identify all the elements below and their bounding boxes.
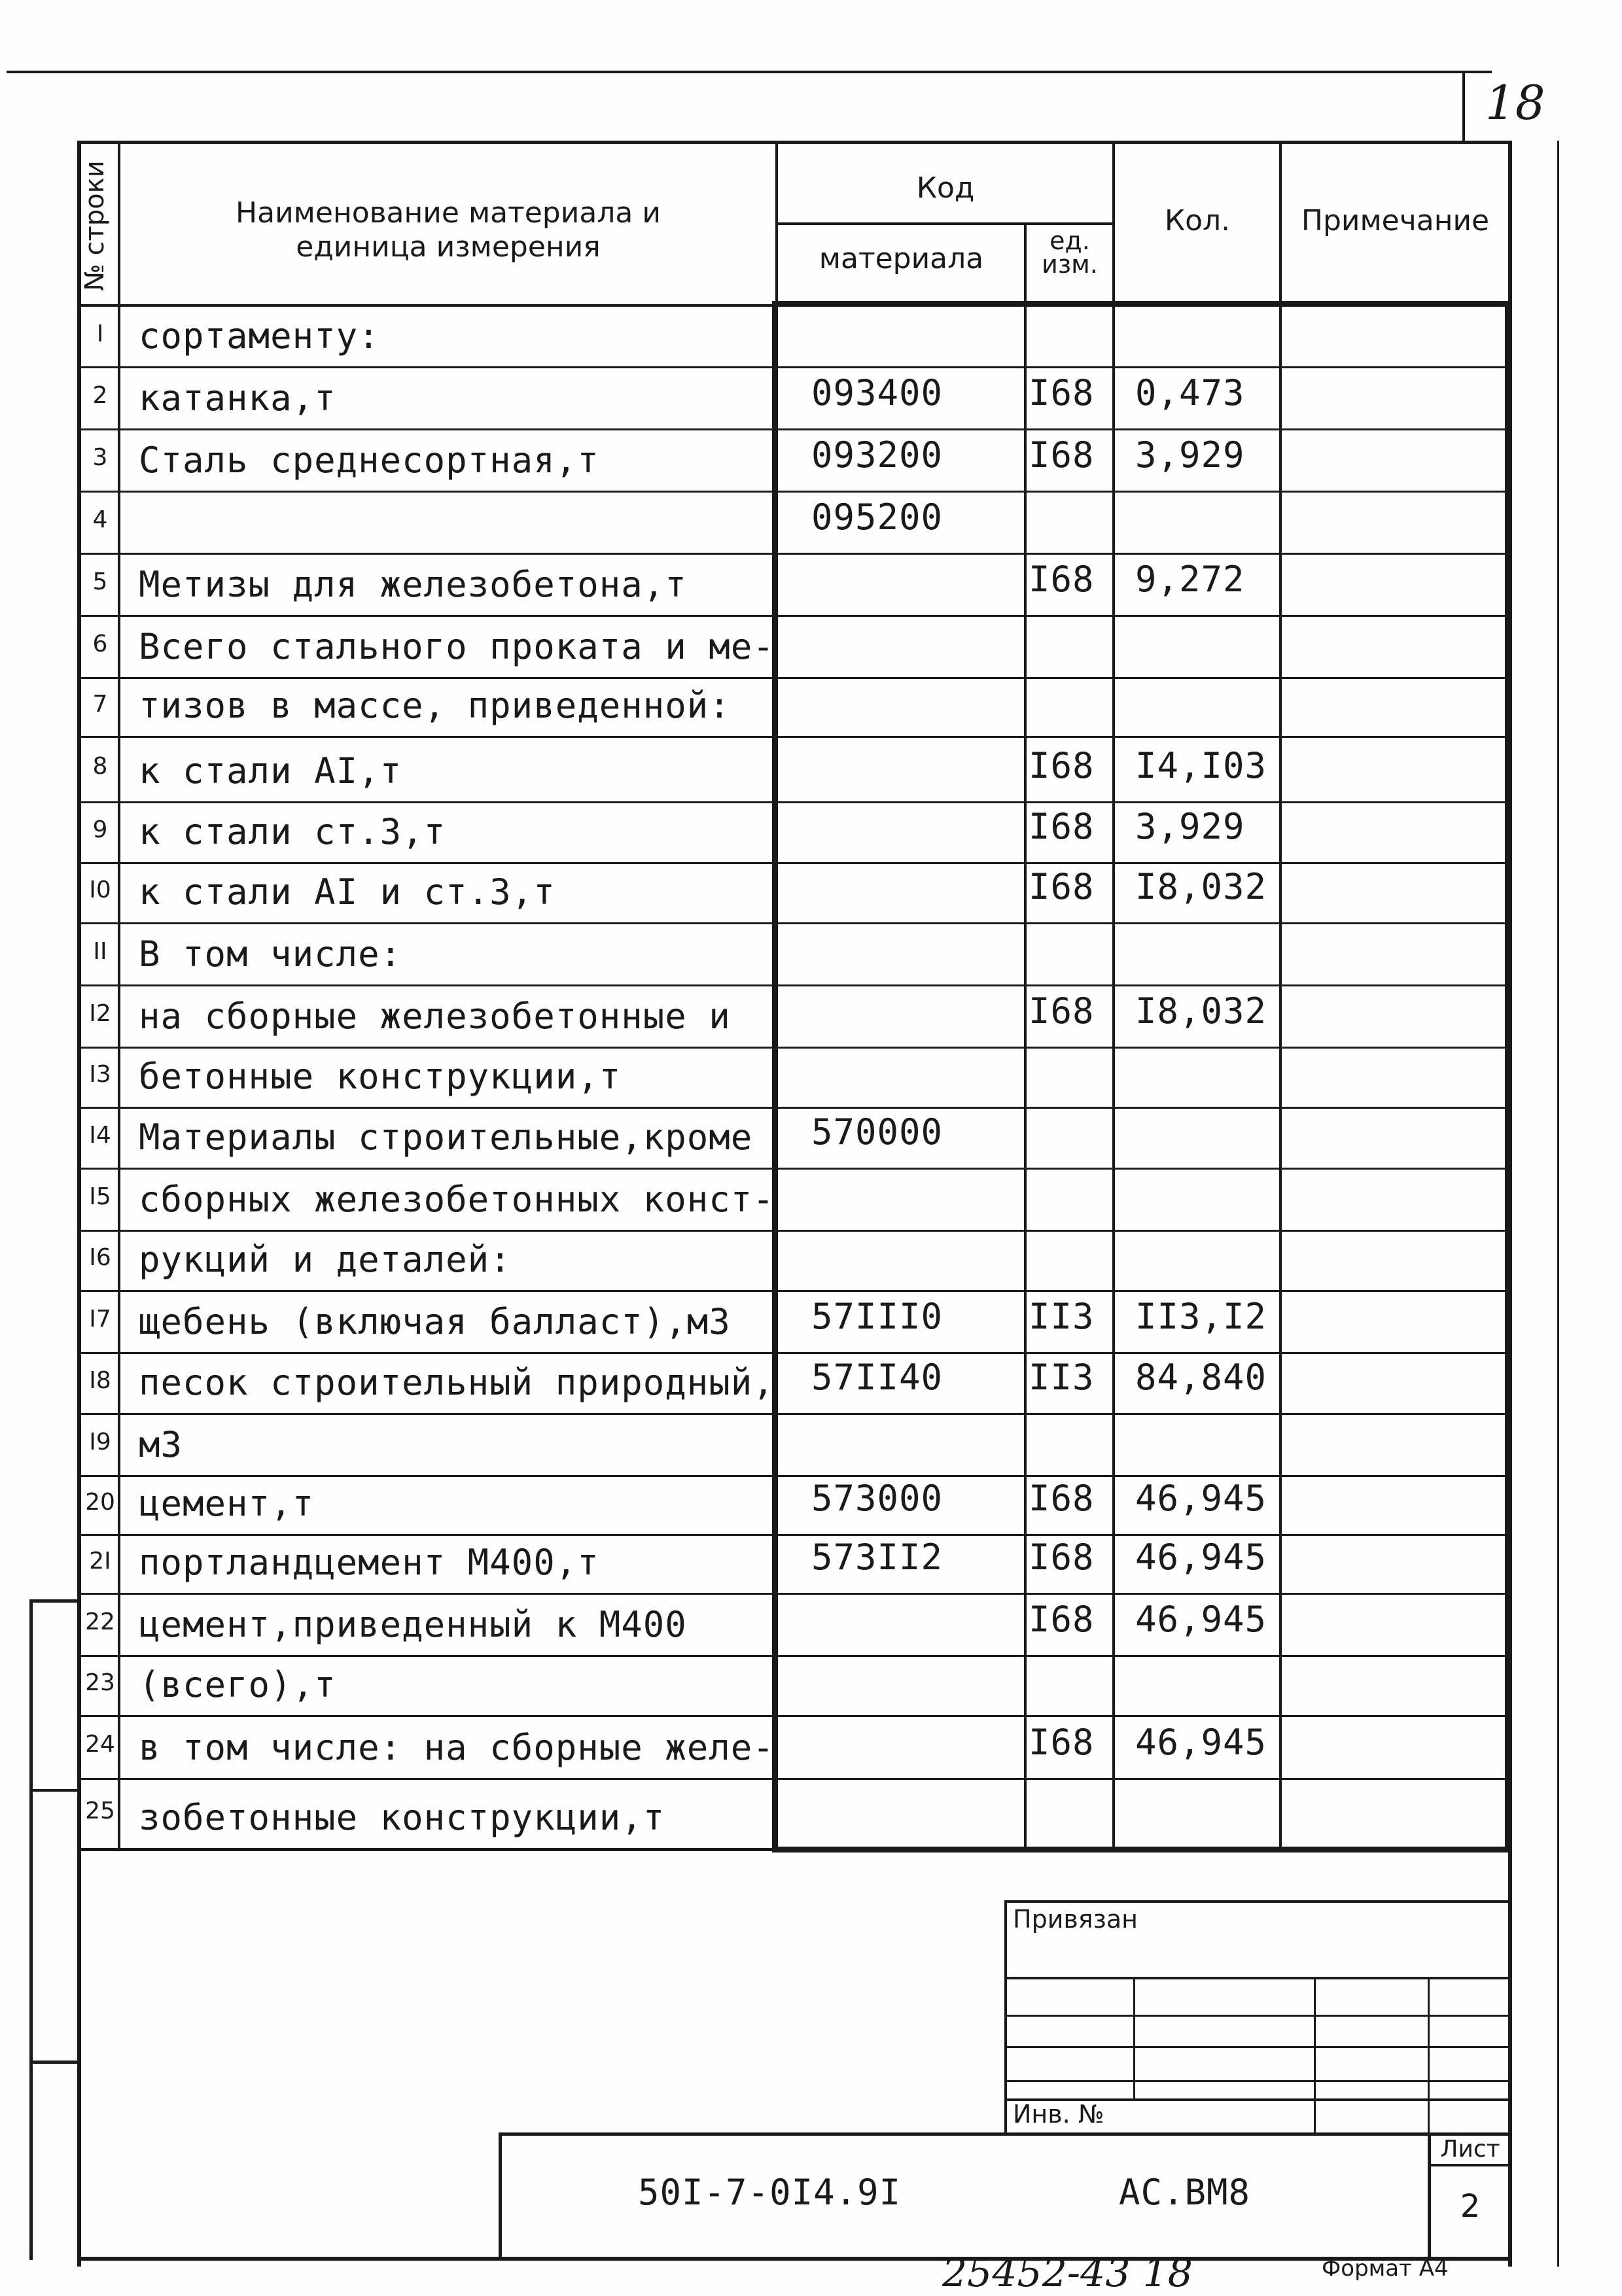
header-unit-line1: ед. [1049, 226, 1090, 255]
row-divider [77, 1290, 1509, 1292]
row-material-code: 093400 [811, 372, 943, 413]
row-material-name: В том числе: [139, 933, 402, 975]
row-number: 3 [92, 444, 108, 471]
row-material-name: цемент,приведенный к М400 [139, 1604, 687, 1645]
row-unit-code: I68 [1029, 990, 1095, 1032]
binding-strip-mid2 [29, 2061, 80, 2064]
row-number: 2 [92, 381, 108, 409]
col-rownum-line [118, 141, 120, 1848]
corner-divider [1462, 71, 1465, 143]
row-number: 20 [85, 1489, 115, 1516]
row-material-code: 570000 [811, 1111, 943, 1153]
row-unit-code: I68 [1029, 372, 1095, 413]
row-divider [77, 1534, 1509, 1536]
row-unit-code: I68 [1029, 1478, 1095, 1519]
row-divider [77, 984, 1509, 986]
row-material-name: рукций и деталей: [139, 1239, 512, 1280]
header-qty: Кол. [1164, 204, 1231, 237]
row-divider [77, 736, 1509, 738]
row-unit-code: I68 [1029, 866, 1095, 907]
row-number: I9 [89, 1428, 111, 1455]
row-number: 2I [89, 1548, 111, 1574]
body-box-left [772, 301, 778, 1852]
col-note-line [1279, 304, 1282, 1848]
row-material-name: портландцемент М400,т [139, 1542, 599, 1583]
header-name-line1: Наименование материала и [236, 196, 661, 230]
row-unit-code: I68 [1029, 745, 1095, 786]
row-material-name: к стали AI и ст.3,т [139, 871, 555, 913]
row-material-name: бетонные конструкции,т [139, 1056, 622, 1097]
row-number: II [93, 937, 107, 965]
frame-top [77, 141, 1510, 144]
titleblock-left [499, 2132, 502, 2260]
sheet-code: АС.ВМ8 [1119, 2172, 1251, 2213]
body-box-right [1505, 301, 1511, 1852]
row-unit-code: I68 [1029, 1722, 1095, 1763]
row-material-name: щебень (включая балласт),м3 [139, 1301, 731, 1342]
row-divider [77, 366, 1509, 368]
row-unit-code: I68 [1029, 559, 1095, 600]
row-material-code: 093200 [811, 434, 943, 476]
header-material: материала [819, 242, 984, 275]
binding-strip-top [29, 1599, 80, 1603]
row-number: 23 [85, 1669, 115, 1696]
row-number: 5 [92, 568, 108, 595]
row-divider [77, 862, 1509, 864]
stamp-inv-no: Инв. № [1013, 2100, 1104, 2129]
row-divider [77, 1107, 1509, 1109]
header-bottom-line [77, 304, 777, 307]
row-material-name: сортаменту: [139, 315, 380, 357]
row-divider [77, 428, 1509, 430]
stamp-line-3 [1004, 2046, 1510, 2048]
row-number: I3 [89, 1061, 111, 1088]
row-material-code: 57II40 [811, 1357, 943, 1398]
row-quantity: 9,272 [1135, 559, 1245, 600]
row-quantity: I8,032 [1135, 990, 1267, 1032]
archive-number: 25452-43 18 [942, 2250, 1193, 2296]
row-material-name: Сталь среднесортная,т [139, 440, 599, 481]
row-quantity: 3,929 [1135, 806, 1245, 847]
header-name-line2: единица измерения [296, 230, 601, 264]
row-quantity: 0,473 [1135, 372, 1245, 413]
row-number: 24 [85, 1731, 115, 1758]
row-divider [77, 1655, 1509, 1657]
row-unit-code: I68 [1029, 1537, 1095, 1578]
row-material-code: 573000 [811, 1478, 943, 1519]
binding-strip-mid1 [29, 1789, 80, 1792]
row-material-code: 573II2 [811, 1537, 943, 1578]
row-number: 4 [92, 506, 108, 533]
row-divider [77, 1168, 1509, 1170]
row-quantity: 46,945 [1135, 1537, 1267, 1578]
format-label: Формат А4 [1322, 2255, 1449, 2282]
row-number: 6 [92, 630, 108, 657]
row-divider [77, 922, 1509, 924]
row-material-name: цемент,т [139, 1483, 315, 1524]
col-unit-line [1024, 304, 1027, 1848]
right-edge-line [1557, 141, 1559, 2267]
row-quantity: I4,I03 [1135, 745, 1267, 786]
row-quantity: 46,945 [1135, 1478, 1267, 1519]
row-material-name: в том числе: на сборные желе- [139, 1727, 775, 1768]
row-divider [77, 1475, 1509, 1477]
stamp-top-line [1004, 1900, 1510, 1903]
row-unit-code: I68 [1029, 806, 1095, 847]
row-number: I0 [89, 877, 111, 903]
col-qty-line [1112, 304, 1115, 1848]
sheet-number: 2 [1460, 2188, 1481, 2225]
stamp-col-2 [1314, 1977, 1316, 2134]
stamp-line-1 [1004, 1977, 1510, 1979]
row-material-code: 095200 [811, 496, 943, 538]
row-quantity: I8,032 [1135, 866, 1267, 907]
col-note-line-hdr [1279, 141, 1282, 304]
row-material-name: (всего),т [139, 1664, 336, 1705]
row-number: I7 [89, 1305, 111, 1332]
frame-bottom [77, 2257, 1510, 2261]
frame-left [77, 141, 81, 2267]
titleblock-top [499, 2132, 1510, 2136]
stamp-col-3 [1428, 1977, 1430, 2134]
row-number: I [96, 321, 104, 347]
row-quantity: 84,840 [1135, 1357, 1267, 1398]
row-material-code: 57III0 [811, 1296, 943, 1337]
row-divider [77, 1593, 1509, 1595]
binding-strip-left [29, 1599, 33, 2260]
header-row-no: № строки [80, 160, 110, 291]
body-box-bottom [772, 1847, 1511, 1852]
row-divider [77, 801, 1509, 803]
row-number: 7 [92, 691, 108, 718]
row-divider [77, 1047, 1509, 1049]
body-box-top [772, 301, 1511, 307]
row-divider [77, 1778, 1509, 1780]
doc-code: 50I-7-0I4.9I [638, 2172, 902, 2213]
row-material-name: тизов в массе, приведенной: [139, 685, 731, 726]
row-number: I2 [89, 1000, 111, 1027]
row-unit-code: II3 [1029, 1357, 1095, 1398]
stamp-attached: Привязан [1013, 1905, 1138, 1934]
table-bottom-line [77, 1848, 777, 1851]
row-number: I5 [89, 1183, 111, 1210]
sheet-label: Лист [1440, 2136, 1500, 2163]
row-material-name: Материалы строительные,кроме [139, 1117, 753, 1158]
row-divider [77, 615, 1509, 617]
row-quantity: 46,945 [1135, 1722, 1267, 1763]
row-number: 22 [85, 1608, 115, 1635]
row-divider [77, 1230, 1509, 1232]
top-border-line [7, 71, 1492, 73]
row-divider [77, 1413, 1509, 1415]
row-divider [77, 491, 1509, 493]
row-material-name: к стали ст.3,т [139, 811, 446, 852]
row-material-name: на сборные железобетонные и [139, 996, 731, 1037]
row-quantity: II3,I2 [1135, 1296, 1267, 1337]
row-divider [77, 1715, 1509, 1717]
sheet-corner-number: 18 [1485, 75, 1545, 130]
row-unit-code: I68 [1029, 1599, 1095, 1640]
col-unit-line-hdr [1024, 222, 1027, 304]
row-number: 9 [92, 816, 108, 843]
row-material-name: зобетонные конструкции,т [139, 1797, 665, 1838]
header-unit-line2: изм. [1042, 250, 1098, 279]
row-unit-code: I68 [1029, 434, 1095, 476]
titleblock-sheet-line [1428, 2164, 1510, 2166]
header-code: Код [916, 171, 975, 205]
code-subheader-line [775, 222, 1114, 225]
row-divider [77, 1352, 1509, 1354]
row-divider [77, 677, 1509, 679]
row-quantity: 3,929 [1135, 434, 1245, 476]
row-material-name: м3 [139, 1424, 183, 1465]
row-material-name: Всего стального проката и ме- [139, 626, 775, 667]
header-unit [1027, 226, 1112, 279]
row-material-name: катанка,т [139, 377, 336, 419]
stamp-line-4 [1004, 2080, 1510, 2082]
stamp-line-2 [1004, 2015, 1510, 2017]
row-material-name: Метизы для железобетона,т [139, 564, 687, 605]
stamp-col-1 [1133, 1977, 1135, 2098]
row-quantity: 46,945 [1135, 1599, 1267, 1640]
header-note: Примечание [1301, 204, 1490, 237]
row-material-name: к стали AI,т [139, 750, 402, 791]
row-material-name: песок строительный природный, [139, 1362, 775, 1403]
row-material-name: сборных железобетонных конст- [139, 1179, 775, 1220]
row-number: I4 [89, 1121, 111, 1149]
row-number: 25 [85, 1797, 115, 1824]
row-number: I6 [89, 1244, 111, 1271]
row-number: I8 [89, 1366, 111, 1394]
titleblock-sheet-divider [1428, 2132, 1431, 2260]
row-number: 8 [92, 753, 108, 780]
row-divider [77, 553, 1509, 555]
row-unit-code: II3 [1029, 1296, 1095, 1337]
